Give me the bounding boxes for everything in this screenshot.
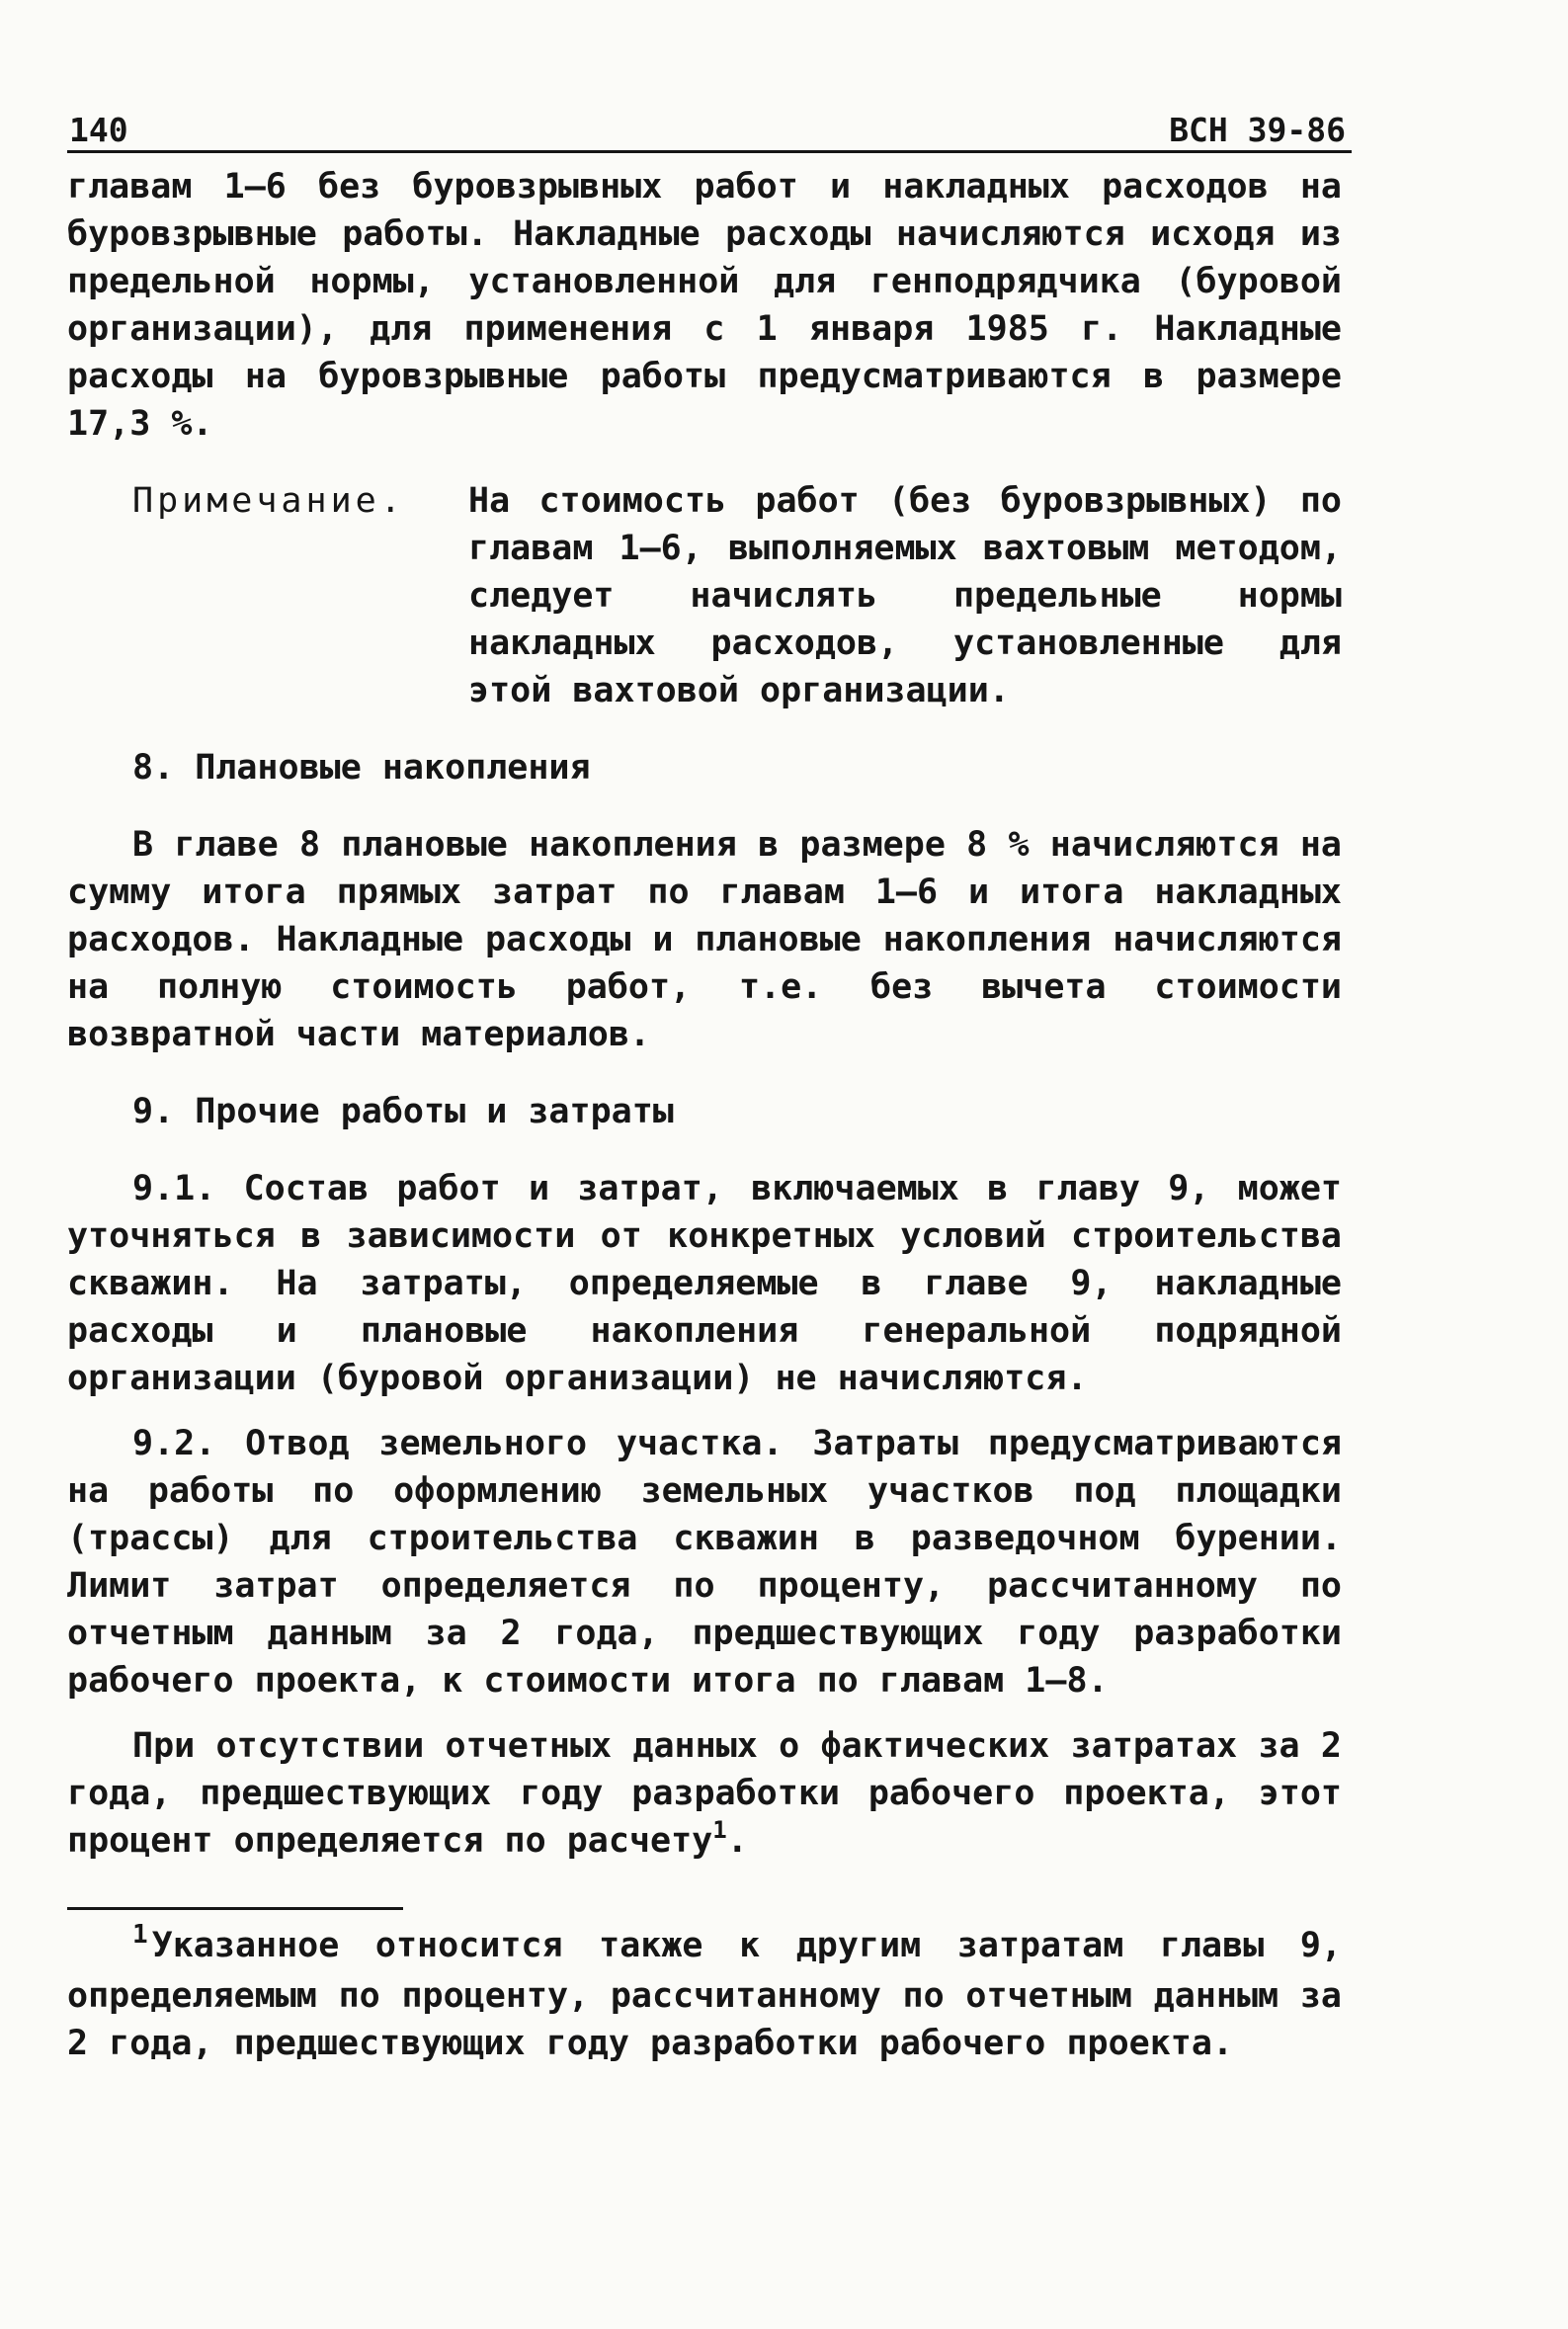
continuation-text: При отсутствии отчетных данных о фактических затратах за 2 года, предшествующих году разработки рабочего проекта, этот процент определяется по расчету	[67, 1726, 1342, 1861]
section-9-heading: 9. Прочие работы и затраты	[132, 1092, 674, 1131]
page-body	[67, 163, 1342, 2067]
footnote-reference[interactable]: 1	[712, 1816, 727, 1844]
note-label: Примечание.	[132, 481, 405, 521]
footnote-mark: 1	[132, 1920, 148, 1950]
document-code: ВСН 39-86	[1169, 111, 1346, 149]
page-header	[67, 111, 1352, 153]
footnote	[67, 1922, 1342, 2067]
page-number: 140	[69, 111, 128, 149]
section-8-paragraph: В главе 8 плановые накопления в размере 8 % начисляются на сумму итога прямых затрат по главам 1–6 и итога накладных расходов. Накладные расходы и плановые накопления начисляются на полную стоимость работ, т.е. без вычета стоимости возвратной части материалов.	[67, 825, 1342, 1054]
note-block	[67, 477, 1342, 714]
paragraph-9-2-continuation	[67, 1722, 1342, 1868]
continuation-end: .	[726, 1821, 748, 1861]
footnote-text: Указанное относится также к другим затратам главы 9, определяемым по проценту, рассчитанному по отчетным данным за 2 года, предшествующих году разработки рабочего проекта.	[67, 1926, 1342, 2063]
note-text: На стоимость работ (без буровзрывных) по главам 1–6, выполняемых вахтовым методом, следует начислять предельные нормы накладных расходов, установленные для этой вахтовой организации.	[468, 481, 1342, 710]
paragraph-9-2: 9.2. Отвод земельного участка. Затраты предусматриваются на работы по оформлению земельных участков под площадки (трассы) для строительства скважин в разведочном бурении. Лимит затрат определяется по проценту, рассчитанному по отчетным данным за 2 года, предшествующих году разработки рабочего проекта, к стоимости итога по главам 1–8.	[67, 1424, 1342, 1701]
section-8-heading: 8. Плановые накопления	[132, 748, 591, 788]
intro-paragraph: главам 1–6 без буровзрывных работ и накладных расходов на буровзрывные работы. Накладные расходы начисляются исходя из предельной нормы, установленной для генподрядчика (буровой организации), для применения с 1 января 1985 г. Накладные расходы на буровзрывные работы предусматриваются в размере 17,3 %.	[67, 167, 1342, 444]
paragraph-9-1: 9.1. Состав работ и затрат, включаемых в главу 9, может уточняться в зависимости от конкретных условий строительства скважин. На затраты, определяемые в главе 9, накладные расходы и плановые накопления генеральной подрядной организации (буровой организации) не начисляются.	[67, 1169, 1342, 1398]
footnote-divider	[67, 1907, 403, 1910]
